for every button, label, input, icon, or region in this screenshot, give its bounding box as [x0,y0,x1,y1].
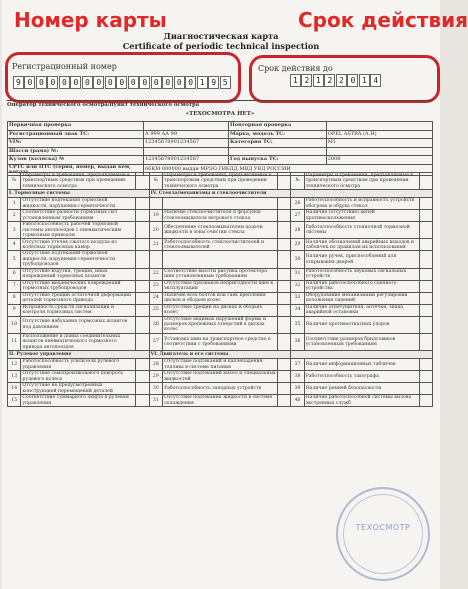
item-text: Наличие огнетушителя, аптечки, знака аварийной остановки [304,304,419,316]
valid-digit-cell: 1 [313,74,324,87]
check-cell [419,383,433,395]
check-cell [419,280,433,292]
check-cell [136,280,149,292]
item-text: Наличие ремней безопасности [304,383,419,395]
make-label: Марка, модель ТС: [229,130,327,139]
grid-row [8,268,433,280]
chassis-label: Шасси (рама) №: [8,147,144,156]
section-glass: IV. Стекла/механизмы и стеклоочистители [149,190,291,198]
check-cell [419,395,433,407]
grid-header-a: Параметры и требования, предъявляемые к транспортным средствам при проведении технического осмотра [21,173,136,190]
item-number: 27 [291,210,304,222]
item-text: Наличие обозначений аварийных выходов и табличек по правилам их использования [304,239,419,251]
valid-digit-cell: 4 [370,74,381,87]
item-text: Расположение и длина соединительных шлангов пневматического тормозного привода автопоездов [21,333,136,350]
reg-digit-cell: 0 [70,76,81,89]
check-cell [277,239,290,251]
check-cell [419,239,433,251]
item-text: Работоспособность запорных устройств [163,383,278,395]
plate-label: Регистрационный знак ТС: [8,130,144,139]
item-text: Работоспособность усилителя рулевого управления [21,359,136,371]
valid-until-label: Срок действия до [258,64,333,73]
check-cell [136,395,149,407]
item-number: 5 [8,251,21,268]
item-text: Оборудование механизмами регулировки положения сидений [304,292,419,304]
check-cell [419,210,433,222]
reg-digit-cell: 0 [151,76,162,89]
item-text: Наличие работоспособной системы вызова экстренных служб [304,395,419,407]
item-text: Отсутствие подтеканий масел и специальных жидкостей [164,371,276,382]
reg-digit-cell: 9 [13,76,24,89]
item-text: Соответствие разности тормозных сил установленным требованиям [21,210,136,222]
item-number: 20 [149,222,162,239]
check-cell [136,304,149,316]
check-cell [136,292,149,304]
item-text: Отсутствие механических повреждений тормозных трубопроводов [21,280,136,292]
check-cell [277,359,290,371]
check-cell [419,304,433,316]
grid-row [8,251,433,268]
reg-digit-cell: 9 [208,76,219,89]
reg-digit-cell: 0 [47,76,58,89]
item-number: 28 [291,222,304,239]
vin-label: VIN: [8,139,144,148]
repeat-check: Повторная проверка [229,122,327,131]
item-text: Наличие работоспособного сцепного устройства [304,280,419,292]
title-ru: Диагностическая карта [163,31,279,41]
item-number: 29 [291,239,304,251]
item-text: Отсутствие подтеканий тормозной жидкости, нарушения герметичности трубопроводов [21,251,136,268]
year-label: Год выпуска ТС: [229,156,327,165]
grid-row [8,371,433,383]
reg-digit-cell: 0 [185,76,196,89]
check-cell [277,383,290,395]
item-number: 10 [8,316,21,333]
check-cell [136,239,149,251]
section-brake: I. Тормозные системы [8,190,150,198]
make-value: OPEL ASTRA (A.H) [326,130,432,139]
reg-digit-cell: 0 [82,76,93,89]
item-text: Отсутствие трещин на дисках и ободьях колес [163,304,278,316]
check-cell [136,210,149,222]
check-cell [419,222,433,239]
check-cell [277,371,290,383]
item-text: Работоспособность стояночной тормозной системы [304,222,419,239]
reg-digit-cell: 0 [162,76,173,89]
item-text: Отсутствие набухания тормозных шлангов под давлением [21,316,136,333]
check-cell [419,251,433,268]
valid-digit-cell: 1 [290,74,301,87]
item-number: 34 [291,304,304,316]
item-number: 27 [149,333,162,350]
item-text [163,251,278,268]
item-text: Отсутствие не предусмотренных конструкцией перемещений деталей [21,383,136,395]
category-value: M1 [326,139,432,148]
grid-row [8,383,433,395]
valid-digit-cell: 1 [359,74,370,87]
item-number: 35 [291,316,304,333]
item-number: 29 [149,371,162,383]
plate-value: А 999 АА 99 [144,130,229,139]
item-number: 30 [291,251,304,268]
valid-digit-cell: 2 [336,74,347,87]
item-number: 23 [149,280,162,292]
item-text: Отсутствие вздутия, трещин, иных повреждений тормозных шлангов [21,268,136,280]
grid-row [8,280,433,292]
item-text: Наличие стеклоочистителя и форсунок стеклоомывателя ветрового стекла [163,210,278,222]
stamp-text: ТЕХОСМОТР [355,523,411,532]
operator-line [7,100,433,117]
item-text: Отсутствие признаков непригодности шин к эксплуатации [163,280,278,292]
document-header [2,31,440,51]
item-number: 14 [8,383,21,395]
grid-row [8,198,433,210]
check-cell [277,395,290,407]
year-value: 2008 [326,156,432,165]
srts-label: СРТС или ПТС (серия, номер, выдан кем, когда) [8,164,144,176]
item-number: 38 [291,371,304,383]
item-number: 6 [8,268,21,280]
item-number: 26 [149,316,162,333]
grid-header-b: Параметры и требования, предъявляемые к транспортным средствам при проведении технического осмотра [163,173,278,190]
vehicle-info-table [7,121,433,176]
primary-check: Первичная проверка [8,122,144,131]
item-text: Отсутствие подтекания тормозной жидкости, нарушения герметичности [21,198,136,210]
operator-label: Оператор технического осмотра/пункт технического осмотра [7,102,200,108]
item-number [149,198,162,210]
check-cell [277,251,290,268]
item-number: 22 [149,268,162,280]
reg-digit-cell: 0 [36,76,47,89]
reg-digit-cell: 0 [24,76,35,89]
item-text: Соответствие высоты рисунка протектора шин установленным требованиям [163,268,278,280]
item-text: Отсутствие подтеканий и каплепадения топлива в системе питания [163,359,278,371]
grid-row [8,395,433,407]
item-number: 30 [149,383,162,395]
item-text: Наличие всех болтов или гаек крепления дисков и ободьев колес [163,292,278,304]
inspection-certificate [2,0,468,589]
category-label: Категория ТС: [229,139,327,148]
reg-digit-cell: 0 [139,76,150,89]
reg-digit-cell: 0 [105,76,116,89]
inspection-grid: № Параметры и требования, предъявляемые к транспортным средствам при проведении технического осмотра № Параметры и требования, предъявляемые к транспортным средствам при проведении технического осмотра № Параметры и требования, предъявляемые к транспортным средствам при проведении технического осмотра I. Тормозные системы IV. Стекла/механизмы и стеклоочистители 1 Отсутствие подтекания тормозной жидкости, нарушения герметичности 26 Работоспособность и исправность устройств обогрева и обдува стекол 2 Соответствие разности тормозных сил установленным требованиям 19 Наличие стеклоочистителя и форсунок стеклоомывателя ветрового стекла 27 Наличие (отсутствие) цепей противоскольжения 3 Работоспособность рабочей тормозной системы автопоездов с пневматическим тормозным приводом 20 Обеспечение стеклоомывателем подачи жидкости в зоны очистки стекла 28 Работоспособность стояночной тормозной системы 4 Отсутствие утечек сжатого воздуха из колесных тормозных камер 21 Работоспособность стеклоочистителей и стеклоомывателей 29 Наличие обозначений аварийных выходов и табличек по правилам их использования 5 Отсутствие подтеканий тормозной жидкости, нарушения герметичности трубопроводов 30 Наличие ручек, приспособлений для открывания дверей 6 Отсутствие вздутия, трещин, иных повреждений тормозных шлангов 22 Соответствие высоты рисунка протектора шин установленным требованиям 31 Работоспособность звуковых сигнальных устройств 7 Отсутствие механических повреждений тормозных трубопроводов 23 Отсутствие признаков непригодности шин к эксплуатации 32 Наличие работоспособного сцепного устройства 8 Отсутствие трещин остаточной деформации деталей тормозного привода 24 Наличие всех болтов или гаек крепления дисков и ободьев колес 33 Оборудование механизмами регулировки положения сидений 9 Исправность средств сигнализации и контроля тормозных систем 25 Отсутствие трещин на дисках и ободьях колес 34 Наличие огнетушителя, аптечки, знака аварийной остановки 10 Отсутствие набухания тормозных шлангов под давлением 26 Отсутствие видимых нарушений формы и размеров крепежных отверстий в дисках колес 35 Наличие противооткатных упоров 11 Расположение и длина соединительных шлангов пневматического тормозного привода автопоездов 27 Установка шин на транспортное средство в соответствии с требованиями 36 Соответствие размеров брызговиков установленным требованиям II. Рулевое управление VI. Двигатель и его системы 12 Работоспособность усилителя рулевого управления 28 Отсутствие подтеканий и каплепадения топлива в системе питания 37 Наличие информационных табличек 13 Отсутствие самопроизвольного поворота рулевого колеса 29 Отсутствие подтеканий масел и специальных жидкостей 38 Работоспособность тахографа 14 Отсутствие не предусмотренных конструкцией перемещений деталей 30 Работоспособность запорных устройств 39 Наличие ремней безопасности 15 Соответствие суммарного люфта в рулевом управлении 31 Отсутствие подтекания жидкости в системе охлаждения 40 Наличие работоспособной системы вызова экстренных служб [7,172,433,407]
operator-name: «ТЕХОСМОТРА НЕТ» [185,111,255,117]
item-text: Работоспособность рабочей тормозной системы автопоездов с пневматическим тормозным приводом [21,222,136,239]
check-cell [136,371,149,383]
inspection-stamp [336,487,430,581]
section-steering: II. Рулевое управление [8,351,150,359]
check-cell [419,316,433,333]
reg-digit-cell: 0 [174,76,185,89]
check-cell [136,198,149,210]
reg-digit-cell: 0 [59,76,70,89]
grid-row [8,292,433,304]
item-text [163,198,278,210]
card-number-callout: Номер карты [14,8,167,32]
valid-until-field [290,74,382,87]
item-number: 28 [149,359,162,371]
check-cell [419,333,433,350]
reg-digit-cell: 5 [220,76,231,89]
item-number: 31 [291,268,304,280]
item-number: 13 [8,371,21,383]
item-number: 2 [8,210,21,222]
item-text: Отсутствие подтекания жидкости в системе охлаждения [163,395,278,407]
item-text: Работоспособность тахографа [304,371,419,383]
reg-digit-cell: 0 [93,76,104,89]
vin-value: 12345678901234567 [144,139,229,148]
valid-digit-cell: 2 [324,74,335,87]
item-text: Наличие ручек, приспособлений для открывания дверей [304,251,419,268]
item-number: 31 [149,395,162,407]
check-cell [136,316,149,333]
grid-header-c: Параметры и требования, предъявляемые к транспортным средствам при проведении технического осмотра [304,173,419,190]
item-number: 4 [8,239,21,251]
item-number: 12 [8,359,21,371]
check-cell [419,359,433,371]
check-cell [277,268,290,280]
grid-row [8,333,433,350]
item-text: Отсутствие утечек сжатого воздуха из колесных тормозных камер [21,239,136,251]
body-label: Кузов (коляска) № [8,156,144,165]
section-engine: VI. Двигатель и его системы [149,351,291,359]
item-number: 11 [8,333,21,350]
item-number: 1 [8,198,21,210]
item-number [149,251,162,268]
check-cell [136,359,149,371]
body-value: 12345678901234567 [144,156,229,165]
item-number: 21 [149,239,162,251]
check-cell [277,280,290,292]
check-cell [136,222,149,239]
item-text: Соответствие размеров брызговиков установленным требованиям [304,333,419,350]
grid-row [8,239,433,251]
reg-number-field [13,76,231,89]
item-text: Работоспособность стеклоочистителей и стеклоомывателей [163,239,278,251]
item-number: 39 [291,383,304,395]
item-number: 24 [149,292,162,304]
item-number: 37 [291,359,304,371]
title-en: Certificate of periodic technical inspection [122,41,320,51]
check-cell [419,198,433,210]
check-cell [419,268,433,280]
check-cell [136,251,149,268]
grid-row [8,210,433,222]
item-number: 7 [8,280,21,292]
item-text: Работоспособность звуковых сигнальных устройств [304,268,419,280]
item-number: 40 [291,395,304,407]
grid-row [8,222,433,239]
check-cell [277,304,290,316]
check-cell [277,210,290,222]
item-text: Обеспечение стеклоомывателем подачи жидкости в зоны очистки стекла [163,222,278,239]
check-cell [136,333,149,350]
check-cell [277,333,290,350]
item-text: Наличие информационных табличек [304,359,419,371]
item-text: Установка шин на транспортное средство в соответствии с требованиями [163,333,278,350]
grid-row [8,316,433,333]
grid-row [8,304,433,316]
item-number: 33 [291,292,304,304]
item-number: 25 [149,304,162,316]
check-cell [419,371,433,383]
grid-row [8,359,433,371]
item-text: Соответствие суммарного люфта в рулевом управлении [21,395,136,407]
item-text: Отсутствие трещин остаточной деформации деталей тормозного привода [21,292,136,304]
check-cell [419,292,433,304]
check-cell [277,222,290,239]
item-number: 36 [291,333,304,350]
item-text: Исправность средств сигнализации и контроля тормозных систем [21,304,136,316]
item-number: 19 [149,210,162,222]
valid-digit-cell: 2 [301,74,312,87]
item-text: Отсутствие видимых нарушений формы и размеров крепежных отверстий в дисках колес [163,316,278,333]
check-cell [277,198,290,210]
item-text: Отсутствие самопроизвольного поворота рулевого колеса [21,371,136,383]
reg-number-label: Регистрационный номер [12,62,117,71]
check-cell [277,292,290,304]
valid-digit-cell: 0 [347,74,358,87]
reg-digit-cell: 0 [128,76,139,89]
reg-digit-cell: 0 [116,76,127,89]
item-number: 15 [8,395,21,407]
item-number: 26 [291,198,304,210]
item-number: 8 [8,292,21,304]
reg-digit-cell: 1 [197,76,208,89]
check-cell [277,316,290,333]
item-number: 32 [291,280,304,292]
check-cell [136,268,149,280]
item-text: Наличие противооткатных упоров [304,316,419,333]
item-text: Работоспособность и исправность устройств обогрева и обдува стекол [304,198,419,210]
item-number: 3 [8,222,21,239]
item-text: Наличие (отсутствие) цепей противоскольжения [304,210,419,222]
srts-value: 66КМ 000000 выдан МРЭО ГИБДД МВД УВД РОССИИ [144,164,433,176]
validity-callout: Срок действия [298,8,468,32]
check-cell [136,383,149,395]
item-number: 9 [8,304,21,316]
